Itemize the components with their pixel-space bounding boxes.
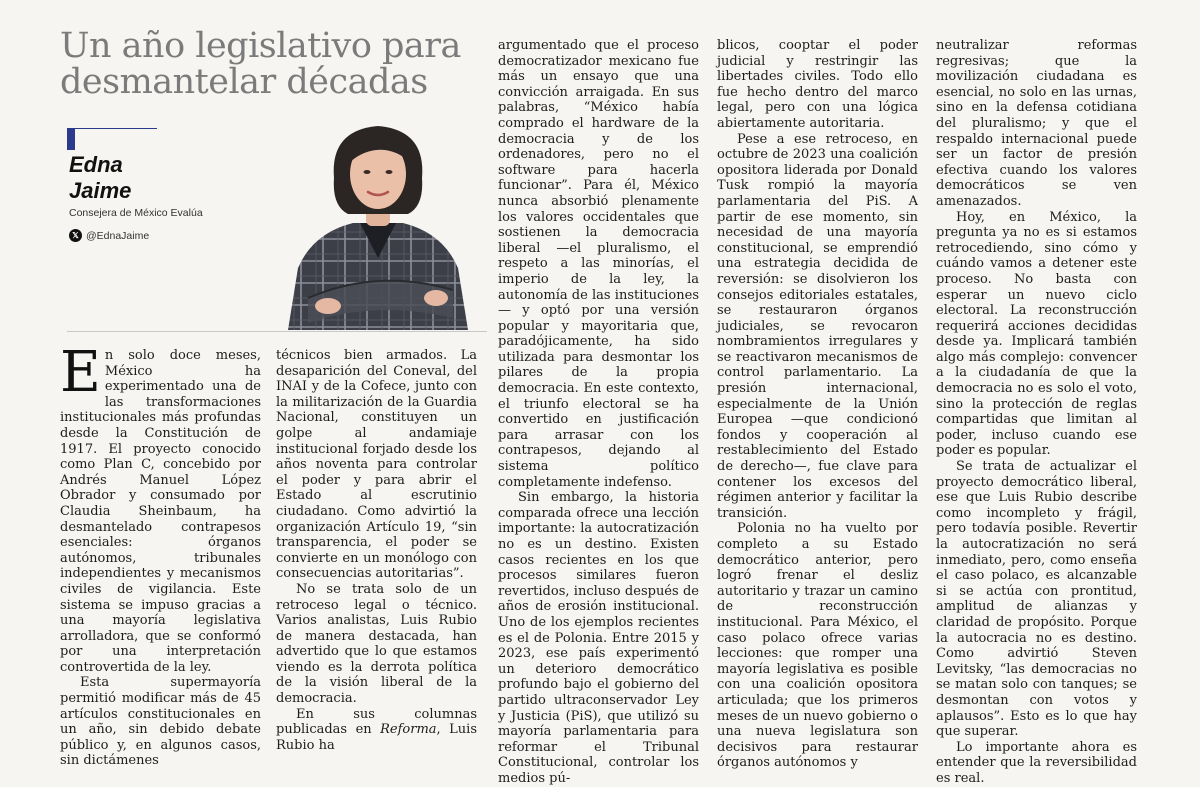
author-social <box>69 229 149 242</box>
paragraph: Pese a ese retroceso, en octubre de 2023 una coalición opositora liderada por Donald Tusk rompió la mayoría parlamentaria del PiS. A partir de ese momento, sin necesidad de una mayoría constitucional, se emprendió una estrategia decidida de reversión: se disolvieron los consejos editoriales estatales, se restauraron órganos judiciales, se revocaron nombramientos irregulares y se reactivaron mecanismos de control parlamentario. La presión internacional, especialmente de la Unión Europea —que condicionó fondos y cooperación al restablecimiento del Estado de derecho—, fue clave para contener los excesos del régimen anterior y facilitar la transición. <box>717 131 918 521</box>
header-divider <box>67 331 487 332</box>
article-column-5 <box>936 38 1137 787</box>
paragraph: neutralizar reformas regresivas; que la movilización ciudadana es esencial, no solo en las urnas, sino en la defensa cotidiana del pluralismo; y que el respaldo internacional puede ser un factor de presión efectiva cuando los valores democráticos se ven amenazados. <box>936 38 1137 209</box>
paragraph: Se trata de actualizar el proyecto democrático liberal, ese que Luis Rubio describe como incompleto y frágil, pero todavía posible. Revertir la autocratización no será inmediato, pero, como enseña el caso polaco, es alcanzable si se actúa con prontitud, amplitud de alianzas y claridad de propósito. Porque la autocracia no es destino. Como advirtió Steven Levitsky, “las democracias no se matan solo con tanques; se desmontan con votos y aplausos”. Esto es lo que hay que superar. <box>936 459 1137 740</box>
paragraph: técnicos bien armados. La desaparición del Coneval, del INAI y de la Cofece, junto con la militarización de la Guardia Nacional, constituyen un golpe al andamiaje institucional forjado desde los años noventa para controlar el poder y para abrir el Estado al escrutinio ciudadano. Como advirtió la organización Artículo 19, “sin transparencia, el poder se convierte en un monólogo con consecuencias autoritarias”. <box>276 348 477 582</box>
author-handle: @EdnaJaime <box>86 229 150 242</box>
article-column-2 <box>276 348 477 753</box>
author-accent-line <box>67 128 157 129</box>
paragraph: Polonia no ha vuelto por completo a su Estado democrático anterior, pero logró frenar el desliz autoritario y trazar un camino de reconstrucción institucional. Para México, el caso polaco ofrece varias lecciones: que romper una mayoría legislativa es posible con una coalición opositora articulada; que los primeros meses de un nuevo gobierno o una nueva legislatura son decisivos para restaurar órganos autónomos y <box>717 521 918 771</box>
article-title: Un año legislativo para desmantelar décadas <box>60 26 461 102</box>
paragraph: Lo importante ahora es entender que la reversibilidad es real. <box>936 739 1137 786</box>
author-name <box>69 152 179 204</box>
author-photo <box>268 118 488 330</box>
paragraph: En sus columnas publicadas en Reforma, Luis Rubio ha <box>276 706 477 753</box>
author-first-name: Edna <box>69 152 123 177</box>
paragraph: Esta supermayoría permitió modificar más de 45 artículos constitucionales en un año, sin debido debate público y, en algunos casos, sin dictámenes <box>60 675 261 769</box>
drop-cap: E <box>60 340 101 405</box>
paragraph: Sin embargo, la historia comparada ofrece una lección importante: la autocratización no es un destino. Existen casos recientes en los que procesos similares fueron revertidos, incluso después de años de erosión institucional. Uno de los ejemplos recientes es el de Polonia. Entre 2015 y 2023, ese país experimentó un deterioro democrático profundo bajo el gobierno del partido ultraconservador Ley y Justicia (PiS), que utilizó su mayoría parlamentaria para reformar el Tribunal Constitucional, controlar los medios pú- <box>498 490 699 786</box>
paragraph: blicos, cooptar el poder judicial y restringir las libertades civiles. Todo ello fue hecho dentro del marco legal, pero con una lógica abiertamente autoritaria. <box>717 38 918 131</box>
article-column-1 <box>60 340 261 769</box>
article-column-3 <box>498 38 699 787</box>
paragraph: argumentado que el proceso democratizador mexicano fue más un ensayo que una convicción arraigada. En sus palabras, “México había comprado el hardware de la democracia y de los ordenadores, pero no el software para hacerla funcionar”. Para él, México nunca absorbió plenamente los valores occidentales que sostienen la democracia liberal —el pluralismo, el respeto a las minorías, el imperio de la ley, la autonomía de las instituciones— y optó por una versión popular y mayoritaria que, paradójicamente, ha sido utilizada para desmontar los pilares de la propia democracia. En este contexto, el triunfo electoral se ha convertido en justificación para arrasar con los contrapesos, dejando al sistema político completamente indefenso. <box>498 38 699 490</box>
paragraph: Hoy, en México, la pregunta ya no es si estamos retrocediendo, sino cómo y cuándo vamos a detener este proceso. No basta con esperar un nuevo ciclo electoral. La reconstrucción requerirá acciones decididas desde ya. Implicará también algo más complejo: convencer a la ciudadanía de que la democracia no es solo el voto, sino la protección de reglas compartidas que limitan al poder, incluso cuando ese poder es popular. <box>936 209 1137 459</box>
paragraph: No se trata solo de un retroceso legal o técnico. Varios analistas, Luis Rubio de manera destacada, han advertido que lo que estamos viendo es la derrota política de la visión liberal de la democracia. <box>276 581 477 707</box>
author-role: Consejera de México Evalúa <box>69 207 203 219</box>
author-last-name: Jaime <box>69 178 132 203</box>
x-logo-icon: 𝕏 <box>69 229 82 242</box>
article-column-4 <box>717 38 918 771</box>
author-accent-bar <box>67 128 75 150</box>
paragraph: En solo doce meses, México ha experimentado una de las transformaciones institucionales más profundas desde la Constitución de 1917. El proyecto conocido como Plan C, concebido por Andrés Manuel López Obrador y consumado por Claudia Sheinbaum, ha desmantelado contrapesos esenciales: órganos autónomos, tribunales independientes y mecanismos civiles de vigilancia. Este sistema se impuso gracias a una mayoría legislativa arrolladora, que se conformó por una interpretación controvertida de la ley. <box>60 340 261 675</box>
